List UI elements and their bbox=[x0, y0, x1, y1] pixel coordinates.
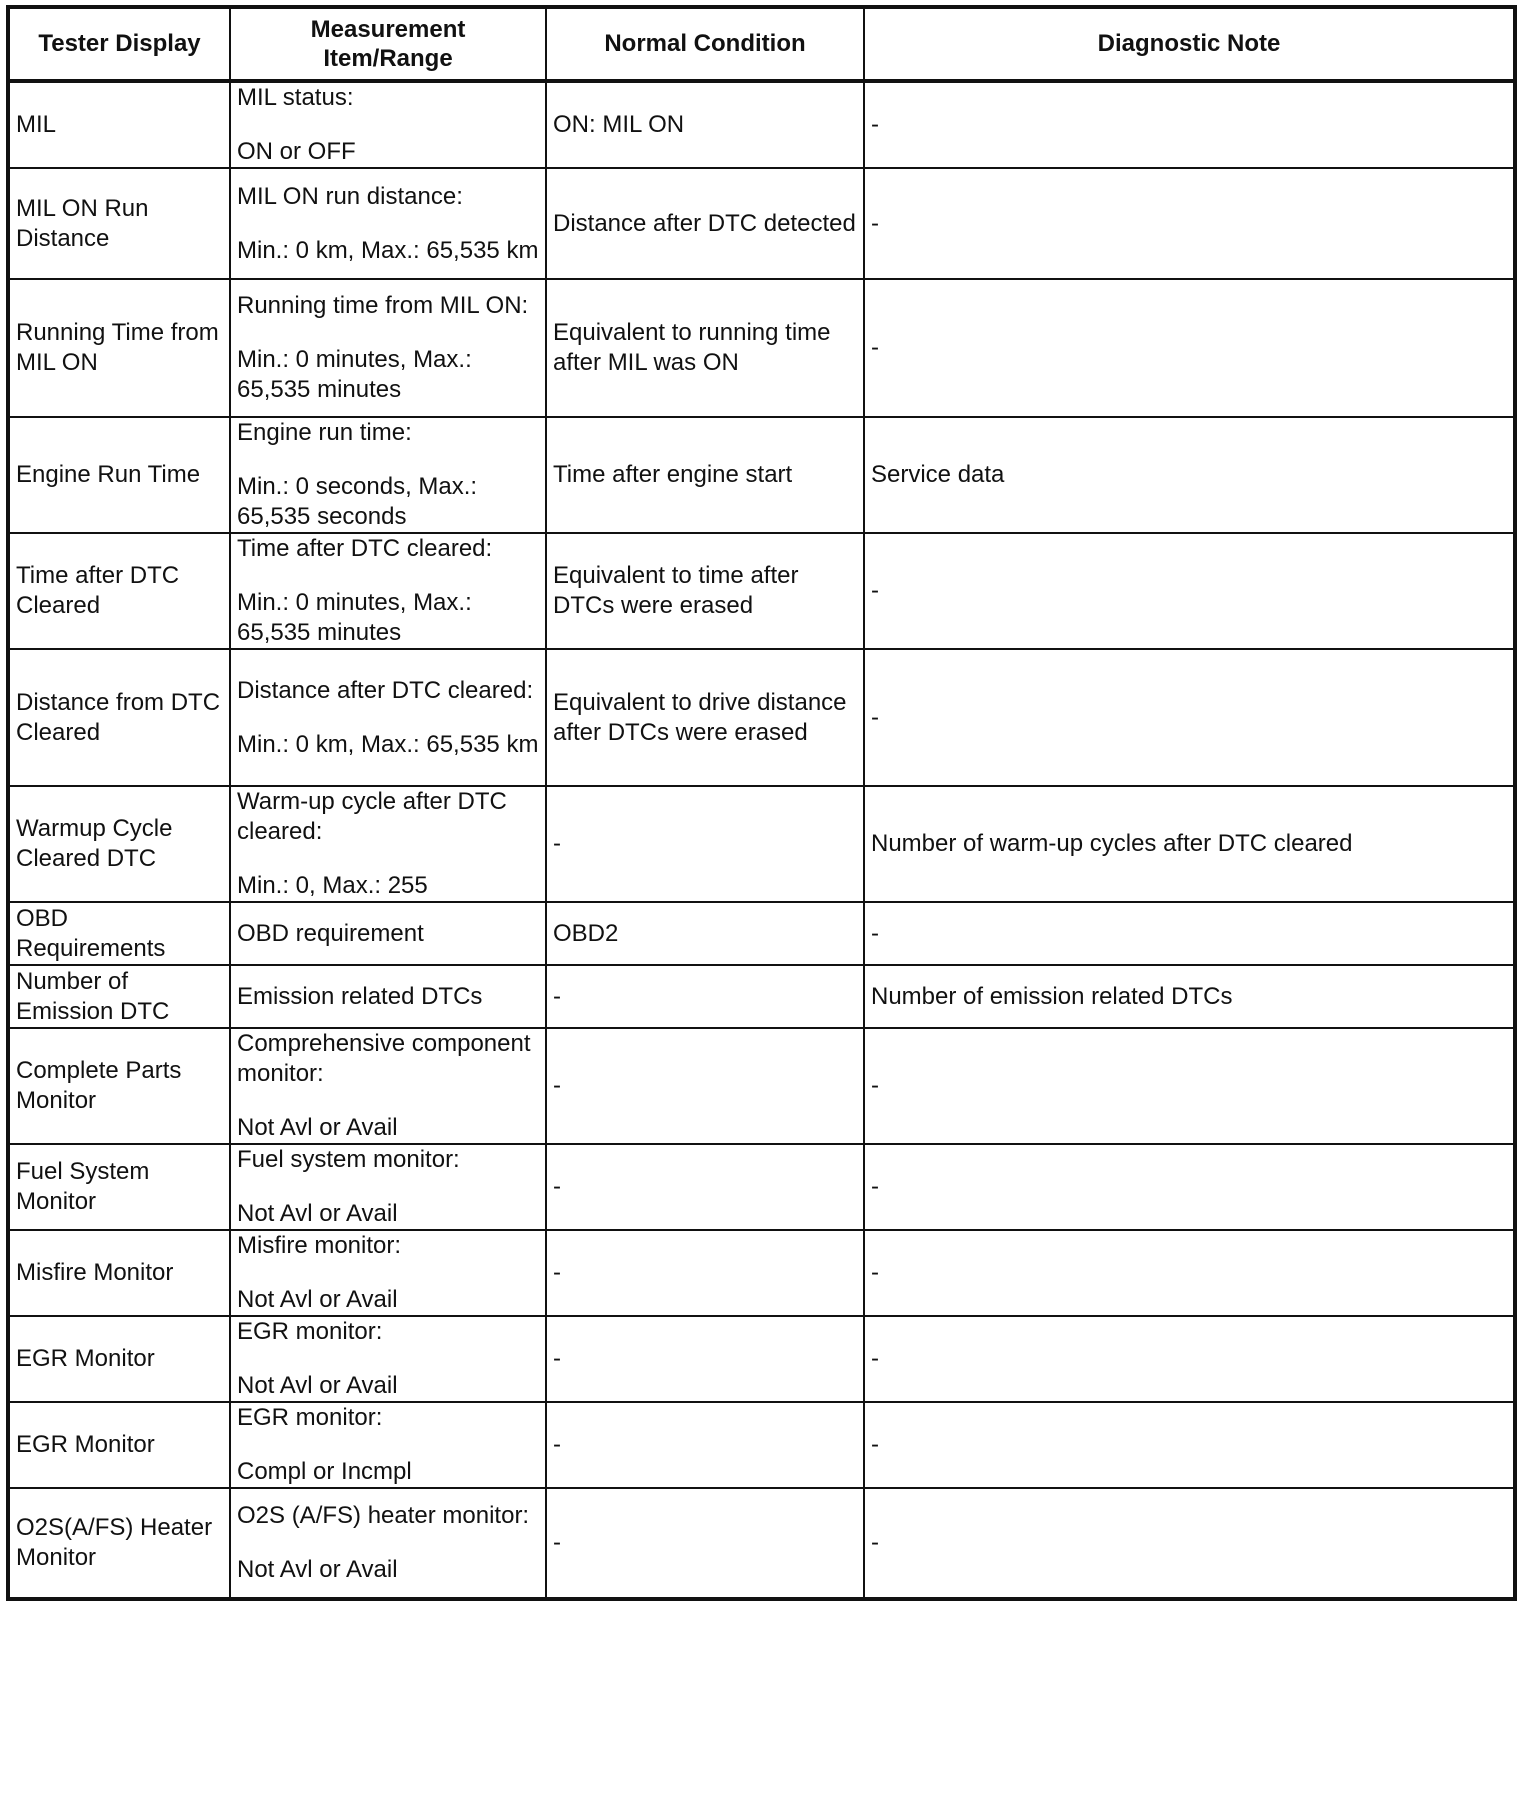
diagnostic-note-cell: - bbox=[864, 168, 1515, 279]
measurement-cell bbox=[230, 1488, 546, 1599]
normal-condition-cell: ON: MIL ON bbox=[546, 81, 864, 168]
measurement-cell bbox=[230, 1230, 546, 1316]
tester-display-cell: Number of Emission DTC bbox=[8, 965, 230, 1028]
table-row bbox=[8, 902, 1515, 965]
normal-condition-cell: - bbox=[546, 786, 864, 902]
measurement-item: Distance after DTC cleared: bbox=[237, 676, 534, 704]
measurement-item: EGR monitor: bbox=[237, 1318, 383, 1345]
tester-display-cell: Engine Run Time bbox=[8, 417, 230, 533]
measurement-range: Not Avl or Avail bbox=[237, 1556, 398, 1583]
table-row bbox=[8, 81, 1515, 168]
measurement-item: Emission related DTCs bbox=[237, 982, 483, 1010]
measurement-range: Compl or Incmpl bbox=[237, 1458, 412, 1485]
measurement-range: Min.: 0 km, Max.: 65,535 km bbox=[237, 730, 539, 758]
normal-condition-cell: - bbox=[546, 1028, 864, 1144]
measurement-item: OBD requirement bbox=[237, 919, 424, 947]
table-row bbox=[8, 1230, 1515, 1316]
header-tester-display: Tester Display bbox=[8, 7, 230, 81]
header-row bbox=[8, 7, 1515, 81]
measurement-cell bbox=[230, 533, 546, 649]
header-measurement-line: Measurement bbox=[310, 16, 466, 43]
measurement-item: MIL status: bbox=[237, 84, 354, 111]
header-measurement-line: Item/Range bbox=[323, 45, 453, 72]
measurement-item: EGR monitor: bbox=[237, 1404, 383, 1431]
normal-condition-cell: - bbox=[546, 1402, 864, 1488]
diagnostic-note-cell: - bbox=[864, 279, 1515, 417]
measurement-cell bbox=[230, 1144, 546, 1230]
diagnostic-note-cell: - bbox=[864, 1316, 1515, 1402]
tester-display-cell: MIL ON Run Distance bbox=[8, 168, 230, 279]
measurement-range: Min.: 0 seconds, Max.: 65,535 seconds bbox=[237, 473, 478, 530]
measurement-range: Not Avl or Avail bbox=[237, 1286, 398, 1313]
measurement-item: Time after DTC cleared: bbox=[237, 535, 493, 562]
table-row bbox=[8, 965, 1515, 1028]
normal-condition-cell: - bbox=[546, 1230, 864, 1316]
measurement-item: Fuel system monitor: bbox=[237, 1146, 460, 1173]
tester-display-cell: EGR Monitor bbox=[8, 1316, 230, 1402]
diagnostic-note-cell: - bbox=[864, 1028, 1515, 1144]
tester-display-cell: Running Time from MIL ON bbox=[8, 279, 230, 417]
tester-display-cell: Fuel System Monitor bbox=[8, 1144, 230, 1230]
normal-condition-cell: - bbox=[546, 1488, 864, 1599]
header-normal-condition: Normal Condition bbox=[546, 7, 864, 81]
tester-display-cell: O2S(A/FS) Heater Monitor bbox=[8, 1488, 230, 1599]
tester-display-cell: OBD Requirements bbox=[8, 902, 230, 965]
measurement-item: Comprehensive component monitor: bbox=[237, 1030, 531, 1087]
normal-condition-cell: OBD2 bbox=[546, 902, 864, 965]
normal-condition-cell: Distance after DTC detected bbox=[546, 168, 864, 279]
tester-display-cell: Warmup Cycle Cleared DTC bbox=[8, 786, 230, 902]
measurement-range: Not Avl or Avail bbox=[237, 1114, 398, 1141]
table-header bbox=[8, 7, 1515, 81]
table-row bbox=[8, 279, 1515, 417]
measurement-range: Min.: 0, Max.: 255 bbox=[237, 872, 428, 899]
measurement-cell bbox=[230, 965, 546, 1028]
measurement-cell bbox=[230, 1028, 546, 1144]
measurement-cell bbox=[230, 902, 546, 965]
normal-condition-cell: Equivalent to running time after MIL was ON bbox=[546, 279, 864, 417]
measurement-range: Min.: 0 km, Max.: 65,535 km bbox=[237, 236, 539, 264]
table-row bbox=[8, 1028, 1515, 1144]
tester-display-cell: MIL bbox=[8, 81, 230, 168]
diagnostic-note-cell: - bbox=[864, 1402, 1515, 1488]
measurement-range: Min.: 0 minutes, Max.: 65,535 minutes bbox=[237, 589, 472, 646]
measurement-range: ON or OFF bbox=[237, 138, 356, 165]
measurement-item: Running time from MIL ON: bbox=[237, 292, 529, 319]
table-row bbox=[8, 1316, 1515, 1402]
measurement-item: Engine run time: bbox=[237, 419, 412, 446]
normal-condition-cell: Equivalent to time after DTCs were erased bbox=[546, 533, 864, 649]
measurement-cell bbox=[230, 81, 546, 168]
normal-condition-cell: - bbox=[546, 1316, 864, 1402]
table-row bbox=[8, 1144, 1515, 1230]
diagnostic-note-cell: - bbox=[864, 533, 1515, 649]
header-diagnostic-note: Diagnostic Note bbox=[864, 7, 1515, 81]
diagnostic-note-cell: Service data bbox=[864, 417, 1515, 533]
diagnostic-note-cell: - bbox=[864, 1230, 1515, 1316]
table-row bbox=[8, 1402, 1515, 1488]
table-row bbox=[8, 649, 1515, 786]
table-row bbox=[8, 533, 1515, 649]
measurement-cell bbox=[230, 1316, 546, 1402]
measurement-cell bbox=[230, 168, 546, 279]
measurement-cell bbox=[230, 649, 546, 786]
measurement-range: Not Avl or Avail bbox=[237, 1200, 398, 1227]
tester-display-cell: EGR Monitor bbox=[8, 1402, 230, 1488]
diagnostic-note-cell: - bbox=[864, 1144, 1515, 1230]
measurement-item: O2S (A/FS) heater monitor: bbox=[237, 1502, 530, 1529]
diagnostic-data-table bbox=[6, 5, 1517, 1601]
header-measurement-item-range bbox=[230, 7, 546, 81]
diagnostic-note-cell: - bbox=[864, 649, 1515, 786]
measurement-item: Misfire monitor: bbox=[237, 1232, 402, 1259]
table-body bbox=[8, 81, 1515, 1599]
table-row bbox=[8, 1488, 1515, 1599]
measurement-cell bbox=[230, 1402, 546, 1488]
diagnostic-note-cell: - bbox=[864, 902, 1515, 965]
measurement-range: Not Avl or Avail bbox=[237, 1372, 398, 1399]
normal-condition-cell: Time after engine start bbox=[546, 417, 864, 533]
diagnostic-note-cell: - bbox=[864, 1488, 1515, 1599]
table-row bbox=[8, 168, 1515, 279]
measurement-range: Min.: 0 minutes, Max.: 65,535 minutes bbox=[237, 346, 472, 403]
tester-display-cell: Complete Parts Monitor bbox=[8, 1028, 230, 1144]
measurement-item: MIL ON run distance: bbox=[237, 182, 463, 210]
table-row bbox=[8, 786, 1515, 902]
tester-display-cell: Distance from DTC Cleared bbox=[8, 649, 230, 786]
measurement-cell bbox=[230, 279, 546, 417]
diagnostic-note-cell: - bbox=[864, 81, 1515, 168]
normal-condition-cell: - bbox=[546, 1144, 864, 1230]
normal-condition-cell: Equivalent to drive distance after DTCs were erased bbox=[546, 649, 864, 786]
diagnostic-note-cell: Number of warm-up cycles after DTC cleared bbox=[864, 786, 1515, 902]
measurement-cell bbox=[230, 786, 546, 902]
tester-display-cell: Time after DTC Cleared bbox=[8, 533, 230, 649]
measurement-item: Warm-up cycle after DTC cleared: bbox=[237, 788, 507, 845]
diagnostic-note-cell: Number of emission related DTCs bbox=[864, 965, 1515, 1028]
normal-condition-cell: - bbox=[546, 965, 864, 1028]
table-row bbox=[8, 417, 1515, 533]
measurement-cell bbox=[230, 417, 546, 533]
tester-display-cell: Misfire Monitor bbox=[8, 1230, 230, 1316]
